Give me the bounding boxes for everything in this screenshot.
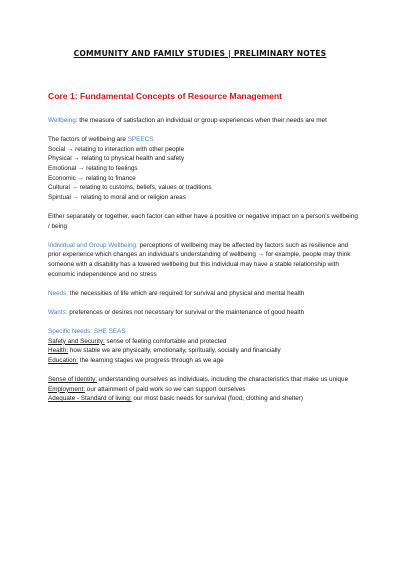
need-item (48, 337, 360, 347)
specific-needs-section-2 (48, 375, 360, 404)
need-item (48, 394, 360, 404)
need-item (48, 385, 360, 395)
factor-item: Cultural → relating to customs, beliefs, values or traditions (48, 184, 212, 192)
factor-item: Social → relating to interaction with other people (48, 145, 185, 153)
needs-definition (48, 289, 360, 299)
factor-item: Emotional → relating to feelings (48, 164, 138, 172)
factor-item: Physical → relating to physical health and safety (48, 155, 185, 163)
need-term: Employment: (48, 385, 86, 393)
factors-section (48, 135, 360, 202)
factor-item: Spiritual → relating to moral and or religion areas (48, 193, 186, 201)
wants-term: Wants: (48, 308, 68, 316)
specific-needs-title: Specific Needs: SHE SEAS (48, 328, 126, 336)
needs-text: the necessities of life which are required for survival and physical and mental health (68, 289, 305, 297)
individual-group-term: Individual and Group Wellbeing: (48, 241, 138, 249)
wellbeing-text: the measure of satisfaction an individual or group experiences when their needs are met (77, 117, 327, 124)
factors-intro-line (48, 135, 360, 145)
individual-group-wellbeing (48, 241, 360, 279)
either-paragraph: Either separately or together, each factor can either have a positive or negative impact on a person’s wellbeing / being (48, 212, 358, 230)
need-item (48, 346, 360, 356)
need-text: how stable we are physically, emotionally, spiritually, socially and financially (68, 347, 281, 355)
factors-intro: The factors of wellbeing are (48, 136, 128, 144)
need-term: Health: (48, 347, 69, 355)
need-text: our most basic needs for survival (food, clothing and shelter) (131, 395, 303, 403)
need-term: Adequate - Standard of living: (48, 395, 132, 403)
need-term: Safety and Security: (48, 337, 105, 345)
need-term: Education: (48, 356, 78, 364)
need-text: understanding ourselves as individuals, including the characteristics that make us unique (97, 376, 349, 384)
notes-content (48, 116, 360, 413)
specific-needs-section (48, 327, 360, 365)
factors-acronym: SPEECS (127, 136, 154, 144)
factor-item: Economic → relating to finance (48, 174, 136, 182)
need-item (48, 356, 360, 366)
wants-text: preferences or desires not necessary for survival or the maintenance of good health (67, 308, 305, 316)
need-text: the learning stages we progress through as we age (77, 356, 224, 364)
need-text: our attainment of paid work so we can support ourselves (85, 385, 246, 393)
need-item (48, 375, 360, 385)
wellbeing-term: Wellbeing: (48, 117, 78, 124)
page-header: COMMUNITY AND FAMILY STUDIES | PRELIMINARY NOTES (73, 49, 327, 58)
wellbeing-definition (48, 116, 360, 126)
needs-term: Needs: (48, 289, 69, 297)
wants-definition (48, 308, 360, 318)
core-title: Core 1: Fundamental Concepts of Resource Management (48, 91, 282, 101)
individual-group-text: perceptions of wellbeing may be affected by factors such as resilience and prior experience which changes an individual’s understanding of wellbeing → for example, people may think someone with a disability has a lowered wellbeing but this individual may have a stable relationship with economic independence and no stress (48, 241, 351, 278)
need-term: Sense of Identity: (48, 376, 98, 384)
need-text: sense of feeling comfortable and protected (104, 337, 227, 345)
